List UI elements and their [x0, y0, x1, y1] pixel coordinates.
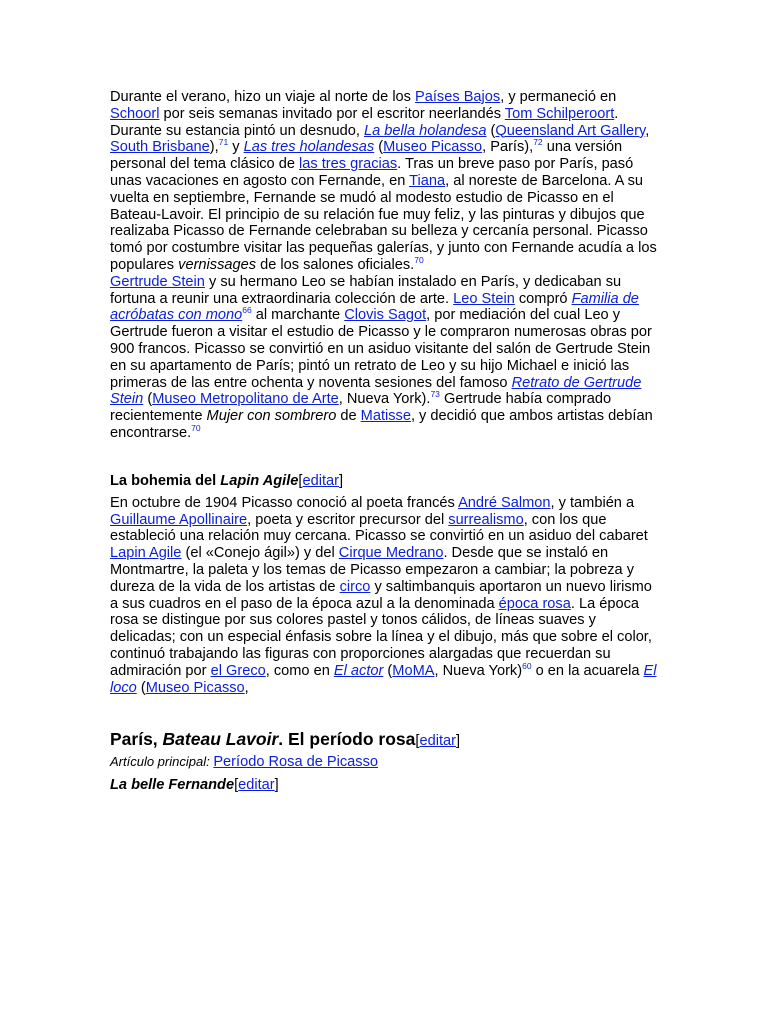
- section-heading-periodo-rosa: [110, 729, 658, 752]
- text: Durante el verano, hizo un viaje al norte de los: [110, 89, 416, 105]
- paragraph-netherlands-trip: [110, 89, 658, 274]
- link-circo[interactable]: circo: [339, 578, 371, 595]
- link-periodo-rosa-de-picasso[interactable]: Período Rosa de Picasso: [213, 754, 379, 771]
- text: . Durante su estancia pintó un desnudo,: [110, 105, 619, 139]
- text: . Tras un breve paso por París, pasó unas vacaciones en agosto con Fernande, en: [110, 156, 634, 189]
- reference-71: [219, 137, 228, 147]
- heading-text: La belle Fernande: [110, 777, 235, 794]
- link-epoca-rosa[interactable]: época rosa: [498, 595, 571, 612]
- text: ,: [645, 122, 650, 139]
- reference-link[interactable]: 73: [430, 389, 440, 400]
- link-tiana[interactable]: Tiana: [409, 172, 446, 189]
- link-moma[interactable]: MoMA: [392, 662, 435, 679]
- link-andre-salmon[interactable]: André Salmon: [458, 494, 551, 511]
- link-cirque-medrano[interactable]: Cirque Medrano: [338, 545, 444, 562]
- section-heading-lapin-agile: [110, 472, 658, 490]
- text: (: [486, 122, 496, 139]
- subsection-heading-la-belle-fernande: [110, 776, 658, 794]
- main-article-note: [110, 753, 658, 771]
- link-museo-metropolitano[interactable]: Museo Metropolitano de Arte: [152, 391, 339, 408]
- reference-60: [522, 661, 531, 671]
- link-gertrude-stein[interactable]: Gertrude Stein: [110, 273, 205, 290]
- link-la-bella-holandesa[interactable]: La bella holandesa: [363, 122, 487, 139]
- heading-italic-text: Lapin Agile: [220, 472, 299, 489]
- link-familia-de-acrobatas[interactable]: Familia de acróbatas con mono: [110, 290, 639, 324]
- bracket: ]: [338, 472, 344, 489]
- text: , como en: [265, 662, 334, 679]
- text: y saltimbanquis aportaron un nuevo lirismo a sus cuadros en el paso de la época azul a la denominada: [110, 578, 652, 612]
- text: al marchante: [251, 307, 345, 324]
- text: o en la acuarela: [531, 662, 644, 679]
- link-museo-picasso-2[interactable]: Museo Picasso: [145, 679, 245, 696]
- link-leo-stein[interactable]: Leo Stein: [453, 290, 515, 307]
- link-guillaume-apollinaire[interactable]: Guillaume Apollinaire: [110, 511, 248, 528]
- text: , Nueva York).: [338, 391, 431, 408]
- bracket: ]: [274, 777, 279, 794]
- link-el-actor[interactable]: El actor: [333, 662, 384, 679]
- text: . Desde que se instaló en Montmartre, la paleta y los temas de Picasso empezaron a cambiar; la pobreza y dureza de la vida de los artistas de: [110, 545, 634, 595]
- link-retrato-de-gertrude-stein[interactable]: Retrato de Gertrude Stein: [110, 374, 642, 408]
- heading-text: . El período rosa: [278, 729, 416, 750]
- text: de: [336, 408, 361, 425]
- link-clovis-sagot[interactable]: Clovis Sagot: [344, 307, 427, 324]
- reference-link[interactable]: 71: [218, 137, 229, 148]
- text: (: [136, 679, 146, 696]
- italic-text: Mujer con sombrero: [206, 408, 337, 425]
- reference-70: [414, 255, 423, 265]
- link-schoorl[interactable]: Schoorl: [110, 105, 160, 122]
- paragraph-gertrude-stein: [110, 274, 658, 442]
- italic-text: vernissages: [178, 256, 257, 273]
- link-tom-schilperoort[interactable]: Tom Schilperoort: [504, 105, 615, 122]
- link-el-loco[interactable]: El loco: [110, 662, 657, 696]
- text: ,: [244, 679, 249, 696]
- link-el-greco[interactable]: el Greco: [210, 662, 266, 679]
- text: y: [228, 139, 244, 156]
- text: y su hermano Leo se habían instalado en París, y dedicaban su fortuna a reunir una extraordinaria colección de arte.: [110, 273, 622, 307]
- reference-72: [533, 137, 542, 147]
- reference-link[interactable]: 70: [414, 254, 424, 265]
- text: (: [374, 139, 384, 156]
- text: En octubre de 1904 Picasso conoció al poeta francés: [110, 494, 459, 511]
- bracket: [: [234, 777, 239, 794]
- link-las-tres-holandesas[interactable]: Las tres holandesas: [243, 139, 375, 156]
- edit-link[interactable]: editar: [419, 733, 456, 750]
- link-paises-bajos[interactable]: Países Bajos: [415, 89, 501, 105]
- heading-text: París,: [110, 729, 163, 750]
- bracket: [: [298, 472, 303, 489]
- heading-text: La bohemia del: [110, 472, 221, 489]
- text: , y también a: [550, 494, 635, 511]
- text: Gertrude había comprado recientemente: [110, 391, 612, 425]
- text: , por mediación del cual Leo y Gertrude fueron a visitar el estudio de Picasso y le compraron numerosas obras por 900 francos. Picasso se convirtió en un asiduo visitante del salón de Gertrude Stein en su apartamento de París; pintó un retrato de Leo y su hijo Michael e inició las primeras de las entre ochenta y noventa sesiones del famoso: [110, 307, 652, 391]
- bracket: ]: [455, 733, 461, 750]
- text: , Nueva York): [434, 662, 523, 679]
- text: , y decidió que ambos artistas debían encontrarse.: [110, 408, 653, 441]
- text: , París),: [482, 139, 534, 156]
- text: ),: [209, 139, 219, 156]
- text: , con los que estableció una relación muy cercana. Picasso se convirtió en un asiduo del cabaret: [110, 511, 648, 545]
- paragraph-bohemia: [110, 495, 658, 697]
- text: , al noreste de Barcelona. A su vuelta en septiembre, Fernande se mudó al modesto estudio de Picasso en el Bateau-Lavoir. El principio de su relación fue muy feliz, y las pinturas y dibujos que realizaba Picasso de Fernande celebraban su belleza y cercanía personal. Picasso tomó por costumbre visitar las pequeñas galerías, y junto con Fernande acudía a los populares: [110, 172, 657, 273]
- text: una versión personal del tema clásico de: [110, 139, 623, 173]
- article-content: [110, 89, 658, 794]
- text: (: [383, 662, 393, 679]
- link-south-brisbane[interactable]: South Brisbane: [110, 139, 210, 156]
- text: de los salones oficiales.: [256, 256, 415, 273]
- reference-link[interactable]: 72: [533, 137, 543, 148]
- text: , y permaneció en: [500, 89, 617, 105]
- link-museo-picasso[interactable]: Museo Picasso: [383, 139, 483, 156]
- bracket: [: [415, 733, 420, 750]
- heading-italic-text: Bateau Lavoir: [162, 729, 279, 750]
- reference-link[interactable]: 70: [191, 422, 201, 433]
- reference-70: [191, 423, 200, 433]
- main-article-label: Artículo principal:: [110, 754, 214, 770]
- reference-link[interactable]: 60: [522, 660, 532, 671]
- text: . La época rosa se distingue por sus colores pastel y tonos cálidos, de líneas suaves y delicadas; con un especial énfasis sobre la línea y el dibujo, más que sobre el color, continuó trabajando las figuras con proporciones alargadas que recuerdan su admiración por: [110, 595, 652, 679]
- edit-link[interactable]: editar: [238, 777, 275, 794]
- reference-link[interactable]: 66: [242, 305, 252, 316]
- text: (el «Conejo ágil») y del: [181, 545, 339, 562]
- text: compró: [514, 290, 572, 307]
- reference-66: [242, 305, 251, 315]
- text: , poeta y escritor precursor del: [247, 511, 449, 528]
- text: por seis semanas invitado por el escritor neerlandés: [159, 105, 505, 122]
- link-lapin-agile[interactable]: Lapin Agile: [110, 545, 182, 562]
- link-queensland-art-gallery[interactable]: Queensland Art Gallery: [495, 122, 646, 139]
- reference-73: [430, 389, 439, 399]
- link-surrealismo[interactable]: surrealismo: [448, 511, 524, 528]
- link-las-tres-gracias[interactable]: las tres gracias: [299, 156, 398, 173]
- link-matisse[interactable]: Matisse: [360, 408, 411, 425]
- text: (: [143, 391, 153, 408]
- edit-link[interactable]: editar: [302, 472, 339, 489]
